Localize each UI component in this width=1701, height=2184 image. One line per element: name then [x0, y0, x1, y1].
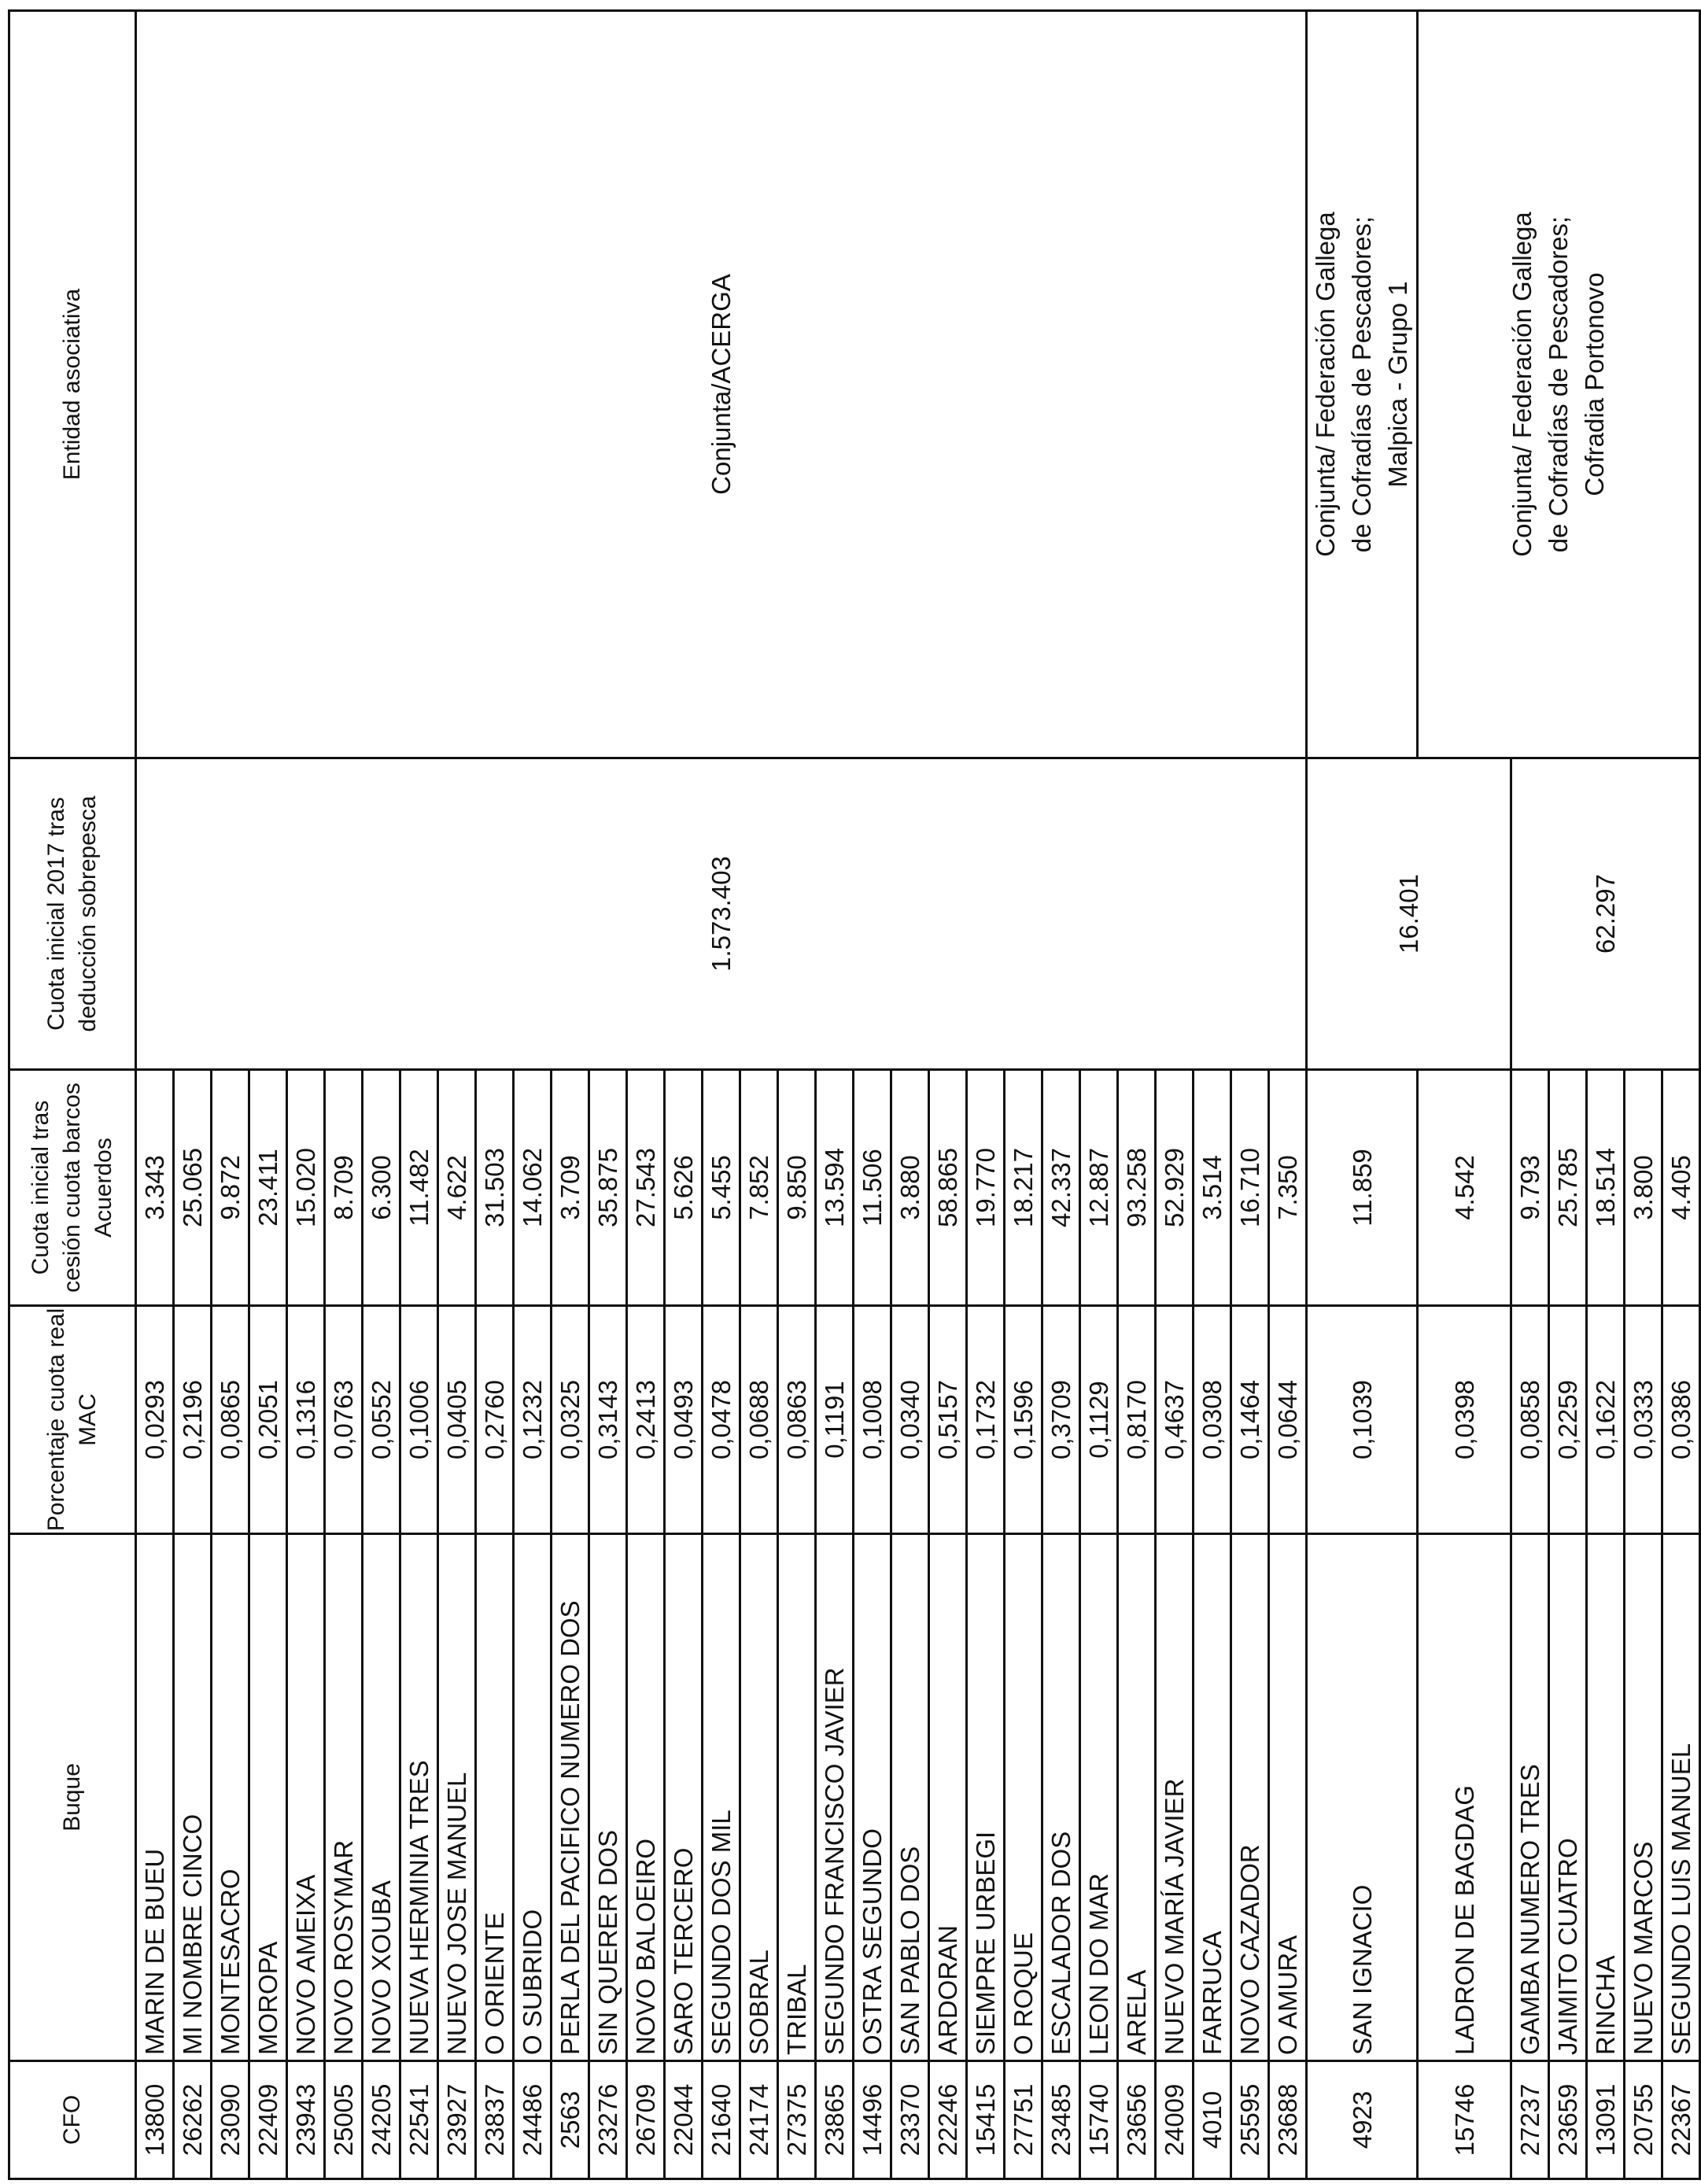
porcentaje-cell: 0,1622 — [1587, 1306, 1625, 1534]
porcentaje-cell: 0,1596 — [1005, 1306, 1042, 1534]
porcentaje-cell: 0,1732 — [967, 1306, 1005, 1534]
porcentaje-cell: 0,0308 — [1194, 1306, 1231, 1534]
group-entidad — [1307, 11, 1418, 758]
buque-cell: SAN IGNACIO — [1307, 1534, 1418, 2061]
entidad-line: Cofradia Portonovo — [1580, 272, 1609, 496]
buque-cell: PERLA DEL PACIFICO NUMERO DOS — [552, 1534, 589, 2061]
buque-cell: LEON DO MAR — [1080, 1534, 1118, 2061]
cuota-cell: 27.543 — [627, 1070, 665, 1306]
porcentaje-cell: 0,0386 — [1662, 1306, 1700, 1534]
porcentaje-cell: 0,0478 — [703, 1306, 740, 1534]
entidad-line: Conjunta/ Federación Gallega — [1311, 212, 1340, 557]
cfo-cell: 22367 — [1662, 2061, 1700, 2179]
porcentaje-cell: 0,0340 — [891, 1306, 929, 1534]
header-porcentaje: Porcentaje cuota real MAC — [9, 1306, 136, 1534]
buque-cell: NOVO CAZADOR — [1231, 1534, 1269, 2061]
cuota-cell: 35.875 — [589, 1070, 627, 1306]
porcentaje-cell: 0,0405 — [438, 1306, 476, 1534]
header-cuota-tras-cesion: Cuota inicial tras cesión cuota barcos Acuerdos — [9, 1070, 136, 1306]
cfo-cell: 23865 — [816, 2061, 854, 2179]
cuota-cell: 25.785 — [1549, 1070, 1587, 1306]
cuota-cell: 3.514 — [1194, 1070, 1231, 1306]
porcentaje-cell: 0,5157 — [929, 1306, 967, 1534]
cfo-cell: 15746 — [1418, 2061, 1511, 2179]
header-buque: Buque — [9, 1534, 136, 2061]
buque-cell: ARDORAN — [929, 1534, 967, 2061]
buque-cell: SEGUNDO FRANCISCO JAVIER — [816, 1534, 854, 2061]
buque-cell: MI NOMBRE CINCO — [174, 1534, 212, 2061]
porcentaje-cell: 0,0763 — [325, 1306, 363, 1534]
porcentaje-cell: 0,0333 — [1625, 1306, 1662, 1534]
cfo-cell: 23485 — [1042, 2061, 1080, 2179]
table-row — [136, 11, 174, 2179]
cfo-cell: 25595 — [1231, 2061, 1269, 2179]
porcentaje-cell: 0,3143 — [589, 1306, 627, 1534]
cfo-cell: 4923 — [1307, 2061, 1418, 2179]
cuota-cell: 11.506 — [854, 1070, 891, 1306]
cfo-cell: 24174 — [740, 2061, 778, 2179]
cuota-cell: 5.626 — [665, 1070, 703, 1306]
porcentaje-cell: 0,0858 — [1511, 1306, 1549, 1534]
cuota-cell: 4.405 — [1662, 1070, 1700, 1306]
porcentaje-cell: 0,0865 — [212, 1306, 249, 1534]
cfo-cell: 22541 — [400, 2061, 438, 2179]
cfo-cell: 27375 — [778, 2061, 816, 2179]
cuota-cell: 25.065 — [174, 1070, 212, 1306]
porcentaje-cell: 0,1006 — [400, 1306, 438, 1534]
buque-cell: RINCHA — [1587, 1534, 1625, 2061]
cfo-cell: 20755 — [1625, 2061, 1662, 2179]
buque-cell: MARIN DE BUEU — [136, 1534, 174, 2061]
buque-cell: JAIMITO CUATRO — [1549, 1534, 1587, 2061]
cuota-cell: 15.020 — [287, 1070, 325, 1306]
cfo-cell: 24486 — [514, 2061, 552, 2179]
cfo-cell: 24009 — [1156, 2061, 1194, 2179]
cfo-cell: 23837 — [476, 2061, 514, 2179]
cuota-cell: 93.258 — [1118, 1070, 1156, 1306]
buque-cell: SOBRAL — [740, 1534, 778, 2061]
cuota-cell: 11.859 — [1307, 1070, 1418, 1306]
cuota-cell: 4.542 — [1418, 1070, 1511, 1306]
porcentaje-cell: 0,2259 — [1549, 1306, 1587, 1534]
entidad-line: Conjunta/ Federación Gallega — [1507, 212, 1537, 557]
cfo-cell: 24205 — [363, 2061, 400, 2179]
buque-cell: OSTRA SEGUNDO — [854, 1534, 891, 2061]
buque-cell: SIEMPRE URBEGI — [967, 1534, 1005, 2061]
buque-cell: O AMURA — [1269, 1534, 1307, 2061]
porcentaje-cell: 0,0688 — [740, 1306, 778, 1534]
buque-cell: O ORIENTE — [476, 1534, 514, 2061]
porcentaje-cell: 0,0863 — [778, 1306, 816, 1534]
group-entidad: Conjunta/ACERGA — [136, 11, 1307, 758]
porcentaje-cell: 0,2413 — [627, 1306, 665, 1534]
table-row — [1418, 11, 1511, 2179]
buque-cell: O ROQUE — [1005, 1534, 1042, 2061]
buque-cell: MONTESACRO — [212, 1534, 249, 2061]
cfo-cell: 23927 — [438, 2061, 476, 2179]
cfo-cell: 23370 — [891, 2061, 929, 2179]
cfo-cell: 23688 — [1269, 2061, 1307, 2179]
porcentaje-cell: 0,1232 — [514, 1306, 552, 1534]
cuota-cell: 4.622 — [438, 1070, 476, 1306]
table-row — [1307, 11, 1418, 2179]
cuota-cell: 42.337 — [1042, 1070, 1080, 1306]
buque-cell: TRIBAL — [778, 1534, 816, 2061]
buque-cell: NUEVO MARCOS — [1625, 1534, 1662, 2061]
buque-cell: NOVO BALOEIRO — [627, 1534, 665, 2061]
buque-cell: FARRUCA — [1194, 1534, 1231, 2061]
porcentaje-cell: 0,0293 — [136, 1306, 174, 1534]
porcentaje-cell: 0,8170 — [1118, 1306, 1156, 1534]
cuota-cell: 3.880 — [891, 1070, 929, 1306]
cuota-cell: 18.514 — [1587, 1070, 1625, 1306]
cfo-cell: 15740 — [1080, 2061, 1118, 2179]
porcentaje-cell: 0,1039 — [1307, 1306, 1418, 1534]
buque-cell: SARO TERCERO — [665, 1534, 703, 2061]
porcentaje-cell: 0,0644 — [1269, 1306, 1307, 1534]
cuota-cell: 3.800 — [1625, 1070, 1662, 1306]
buque-cell: ARELA — [1118, 1534, 1156, 2061]
cfo-cell: 27237 — [1511, 2061, 1549, 2179]
cfo-cell: 26262 — [174, 2061, 212, 2179]
cuota-cell: 7.350 — [1269, 1070, 1307, 1306]
buque-cell: SEGUNDO DOS MIL — [703, 1534, 740, 2061]
header-cfo: CFO — [9, 2061, 136, 2179]
cuota-cell: 52.929 — [1156, 1070, 1194, 1306]
cfo-cell: 23090 — [212, 2061, 249, 2179]
header-row — [9, 11, 136, 2179]
cuota-cell: 31.503 — [476, 1070, 514, 1306]
cuota-cell: 13.594 — [816, 1070, 854, 1306]
entidad-line: de Cofradías de Pescadores; — [1347, 216, 1376, 553]
group-cuota-2017: 16.401 — [1307, 758, 1511, 1070]
cuota-cell: 8.709 — [325, 1070, 363, 1306]
cfo-cell: 22044 — [665, 2061, 703, 2179]
porcentaje-cell: 0,0493 — [665, 1306, 703, 1534]
group-cuota-2017: 62.297 — [1511, 758, 1700, 1070]
cuota-cell: 11.482 — [400, 1070, 438, 1306]
header-cuota-2017: Cuota inicial 2017 tras deducción sobrepesca — [9, 758, 136, 1070]
cuota-cell: 12.887 — [1080, 1070, 1118, 1306]
cuota-cell: 3.343 — [136, 1070, 174, 1306]
entidad-line: de Cofradías de Pescadores; — [1544, 216, 1573, 553]
buque-cell: NUEVA HERMINIA TRES — [400, 1534, 438, 2061]
cuota-cell: 18.217 — [1005, 1070, 1042, 1306]
cfo-cell: 23659 — [1549, 2061, 1587, 2179]
porcentaje-cell: 0,4637 — [1156, 1306, 1194, 1534]
cfo-cell: 25005 — [325, 2061, 363, 2179]
cfo-cell: 14496 — [854, 2061, 891, 2179]
cuota-cell: 16.710 — [1231, 1070, 1269, 1306]
porcentaje-cell: 0,2196 — [174, 1306, 212, 1534]
cuota-cell: 3.709 — [552, 1070, 589, 1306]
group-entidad — [1418, 11, 1700, 758]
buque-cell: NOVO ROSYMAR — [325, 1534, 363, 2061]
buque-cell: SEGUNDO LUIS MANUEL — [1662, 1534, 1700, 2061]
cuota-cell: 9.793 — [1511, 1070, 1549, 1306]
cfo-cell: 26709 — [627, 2061, 665, 2179]
header-entidad: Entidad asociativa — [9, 11, 136, 758]
cfo-cell: 4010 — [1194, 2061, 1231, 2179]
porcentaje-cell: 0,0552 — [363, 1306, 400, 1534]
buque-cell: NOVO AMEIXA — [287, 1534, 325, 2061]
cfo-cell: 22246 — [929, 2061, 967, 2179]
cfo-cell: 23943 — [287, 2061, 325, 2179]
porcentaje-cell: 0,2051 — [249, 1306, 287, 1534]
porcentaje-cell: 0,3709 — [1042, 1306, 1080, 1534]
cfo-cell: 21640 — [703, 2061, 740, 2179]
buque-cell: SIN QUERER DOS — [589, 1534, 627, 2061]
buque-cell: LADRON DE BAGDAG — [1418, 1534, 1511, 2061]
cfo-cell: 23276 — [589, 2061, 627, 2179]
porcentaje-cell: 0,1191 — [816, 1306, 854, 1534]
cuota-cell: 23.411 — [249, 1070, 287, 1306]
quota-table — [8, 9, 1701, 2180]
porcentaje-cell: 0,2760 — [476, 1306, 514, 1534]
buque-cell: GAMBA NUMERO TRES — [1511, 1534, 1549, 2061]
cfo-cell: 2563 — [552, 2061, 589, 2179]
buque-cell: NUEVO MARÍA JAVIER — [1156, 1534, 1194, 2061]
porcentaje-cell: 0,0325 — [552, 1306, 589, 1534]
porcentaje-cell: 0,1316 — [287, 1306, 325, 1534]
porcentaje-cell: 0,1129 — [1080, 1306, 1118, 1534]
cfo-cell: 23656 — [1118, 2061, 1156, 2179]
cuota-cell: 19.770 — [967, 1070, 1005, 1306]
cuota-cell: 6.300 — [363, 1070, 400, 1306]
porcentaje-cell: 0,0398 — [1418, 1306, 1511, 1534]
cuota-cell: 58.865 — [929, 1070, 967, 1306]
group-cuota-2017: 1.573.403 — [136, 758, 1307, 1070]
cuota-cell: 9.872 — [212, 1070, 249, 1306]
cfo-cell: 27751 — [1005, 2061, 1042, 2179]
cuota-cell: 5.455 — [703, 1070, 740, 1306]
cfo-cell: 13091 — [1587, 2061, 1625, 2179]
rotated-table-sheet — [8, 12, 1695, 2180]
buque-cell: NUEVO JOSE MANUEL — [438, 1534, 476, 2061]
cfo-cell: 15415 — [967, 2061, 1005, 2179]
cuota-cell: 7.852 — [740, 1070, 778, 1306]
buque-cell: O SUBRIDO — [514, 1534, 552, 2061]
porcentaje-cell: 0,1008 — [854, 1306, 891, 1534]
cuota-cell: 9.850 — [778, 1070, 816, 1306]
entidad-line: Malpica - Grupo 1 — [1383, 281, 1412, 488]
cfo-cell: 22409 — [249, 2061, 287, 2179]
porcentaje-cell: 0,1464 — [1231, 1306, 1269, 1534]
buque-cell: ESCALADOR DOS — [1042, 1534, 1080, 2061]
cfo-cell: 13800 — [136, 2061, 174, 2179]
cuota-cell: 14.062 — [514, 1070, 552, 1306]
buque-cell: SAN PABLO DOS — [891, 1534, 929, 2061]
buque-cell: MOROPA — [249, 1534, 287, 2061]
buque-cell: NOVO XOUBA — [363, 1534, 400, 2061]
